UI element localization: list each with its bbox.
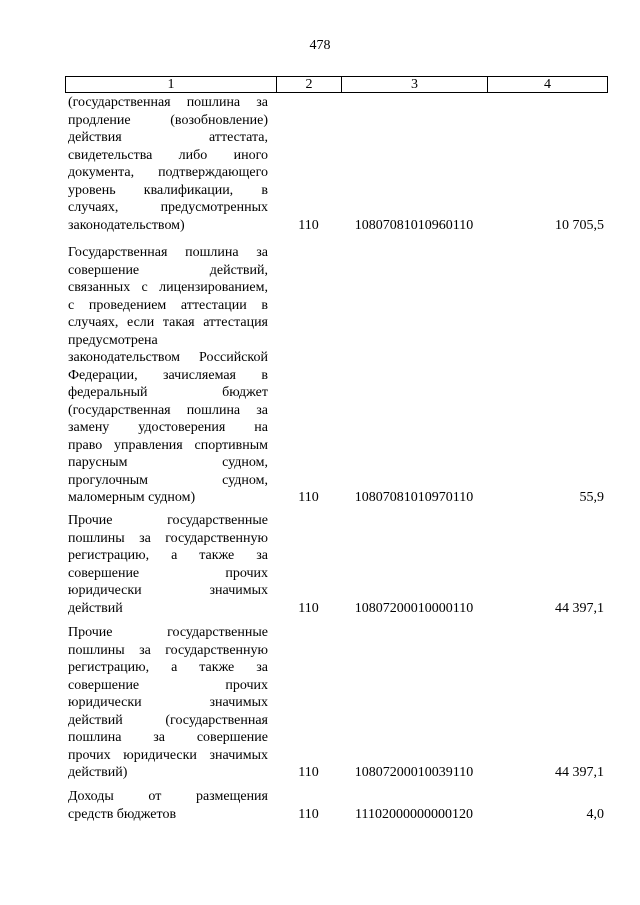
word: в <box>261 367 268 383</box>
row-code: 110 <box>298 765 319 780</box>
word: значимых <box>209 583 268 598</box>
word: свидетельства <box>68 147 153 163</box>
word: подтверждающего <box>158 165 268 180</box>
word: регистрацию, <box>68 548 150 563</box>
word: пошлины <box>68 530 125 546</box>
word: за <box>256 402 268 418</box>
description-line <box>68 712 268 730</box>
word: в <box>261 297 268 313</box>
word: (возобновление) <box>170 112 268 128</box>
word: Прочие <box>68 625 113 640</box>
row-amount: 55,9 <box>579 490 604 505</box>
column-header-2: 2 <box>277 77 342 92</box>
word: судном, <box>222 472 268 488</box>
description-line <box>68 244 268 262</box>
word: либо <box>178 147 208 163</box>
word: за <box>256 660 268 675</box>
word: прочих <box>225 677 268 693</box>
word: также <box>199 660 235 675</box>
description-line <box>68 694 268 712</box>
description-line <box>68 129 268 147</box>
table-header <box>65 76 608 93</box>
word: проведением <box>88 297 167 313</box>
word: управления <box>113 437 183 453</box>
word: с <box>68 297 75 313</box>
column-header-4: 4 <box>544 77 551 92</box>
word: Доходы <box>68 789 114 804</box>
word: иного <box>233 147 268 163</box>
word: зачисляемая <box>163 367 236 383</box>
word: совершение <box>68 677 140 693</box>
description-line: предусмотрена <box>68 332 158 348</box>
word: продление <box>68 112 131 128</box>
page-number: 478 <box>309 38 331 53</box>
column-header-1: 1 <box>66 77 277 92</box>
word: юридически <box>68 583 142 598</box>
word: Федерации, <box>68 367 138 383</box>
row-budget-code: 10807200010000110 <box>354 600 474 616</box>
description-line <box>68 530 268 548</box>
word: судном, <box>222 455 268 470</box>
description-line <box>68 199 268 217</box>
word: если <box>127 315 155 330</box>
word: федеральный <box>68 385 148 400</box>
word: Прочие <box>68 513 113 528</box>
word: пошлина <box>186 402 241 418</box>
word: а <box>171 548 178 563</box>
word: размещения <box>195 789 268 804</box>
word: прочих <box>225 565 268 581</box>
row-amount: 10 705,5 <box>555 217 604 233</box>
word: на <box>254 420 268 435</box>
row-description <box>68 512 268 617</box>
word: удостоверения <box>138 420 226 435</box>
word: парусным <box>68 455 128 470</box>
description-line <box>68 147 268 165</box>
word: пошлина <box>186 95 241 110</box>
word: квалификации, <box>143 182 234 198</box>
word: за <box>256 95 268 110</box>
description-line <box>68 659 268 677</box>
word: аттестации <box>180 297 247 313</box>
word: государственные <box>167 625 268 640</box>
description-line <box>68 729 268 747</box>
word: Государственная <box>68 245 168 260</box>
row-description <box>68 244 268 507</box>
word: за <box>256 548 268 563</box>
word: также <box>199 548 235 563</box>
column-header-3: 3 <box>342 77 488 92</box>
word: прогулочным <box>68 472 149 488</box>
word: бюджет <box>222 385 268 400</box>
word: документа, <box>68 165 135 180</box>
description-line <box>68 419 268 437</box>
word: случаях, <box>68 200 119 215</box>
word: за <box>153 730 166 745</box>
word: аттестация <box>203 315 268 330</box>
description-line <box>68 367 268 385</box>
word: за <box>256 245 268 260</box>
word: государственные <box>167 513 268 528</box>
description-line: маломерным судном) <box>68 490 196 505</box>
description-line <box>68 624 268 642</box>
row-description <box>68 788 268 823</box>
description-line <box>68 677 268 695</box>
word: юридически <box>123 747 197 763</box>
description-line <box>68 402 268 420</box>
description-line <box>68 164 268 182</box>
word: регистрацию, <box>68 660 150 675</box>
word: за <box>139 642 151 658</box>
description-line <box>68 314 268 332</box>
word: значимых <box>209 747 268 763</box>
description-line: действий) <box>68 765 128 780</box>
word: в <box>261 182 268 198</box>
word: совершение <box>68 565 140 581</box>
row-description <box>68 94 268 234</box>
row-code: 110 <box>298 217 319 233</box>
row-code: 110 <box>298 806 319 822</box>
word: (государственная <box>165 712 268 728</box>
row-amount: 44 397,1 <box>555 600 604 616</box>
description-line <box>68 182 268 200</box>
word: (государственная <box>68 402 171 418</box>
word: государственную <box>165 642 268 658</box>
word: действий, <box>209 262 268 278</box>
word: (государственная <box>68 95 171 110</box>
word: случаях, <box>68 315 119 330</box>
row-amount: 4,0 <box>586 806 604 822</box>
description-line <box>68 349 268 367</box>
word: такая <box>162 315 195 330</box>
description-line <box>68 472 268 490</box>
row-budget-code: 10807081010960110 <box>354 217 474 233</box>
word: а <box>171 660 178 675</box>
word: совершение <box>196 730 268 745</box>
word: предусмотренных <box>160 200 268 215</box>
description-line <box>68 262 268 280</box>
description-line: средств бюджетов <box>68 806 177 822</box>
word: спортивным <box>194 437 268 453</box>
word: за <box>139 530 151 546</box>
row-budget-code: 11102000000000120 <box>355 806 473 822</box>
row-amount: 44 397,1 <box>555 765 604 780</box>
word: аттестата, <box>208 130 268 145</box>
description-line <box>68 279 268 297</box>
description-line <box>68 94 268 112</box>
description-line <box>68 384 268 402</box>
word: прочих <box>68 747 111 763</box>
word: связанных <box>68 280 131 295</box>
description-line: действий <box>68 600 123 616</box>
word: право <box>68 437 103 453</box>
description-line <box>68 112 268 130</box>
row-code: 110 <box>298 490 319 505</box>
description-line <box>68 454 268 472</box>
word: действий <box>68 712 123 728</box>
description-line <box>68 642 268 660</box>
description-line <box>68 565 268 583</box>
row-budget-code: 10807200010039110 <box>354 765 474 780</box>
word: юридически <box>68 695 142 710</box>
row-budget-code: 10807081010970110 <box>354 490 474 505</box>
description-line: законодательством) <box>68 217 185 233</box>
word: значимых <box>209 695 268 710</box>
description-line <box>68 747 268 765</box>
word: пошлина <box>185 245 239 260</box>
word: Российской <box>199 350 268 365</box>
description-line <box>68 297 268 315</box>
description-line <box>68 437 268 455</box>
word: совершение <box>68 262 140 278</box>
row-description <box>68 624 268 782</box>
description-line <box>68 582 268 600</box>
word: лицензированием, <box>159 280 268 295</box>
word: пошлины <box>68 642 125 658</box>
word: государственную <box>165 530 268 546</box>
word: законодательством <box>68 350 181 365</box>
row-code: 110 <box>298 600 319 616</box>
word: пошлина <box>68 730 122 745</box>
description-line <box>68 547 268 565</box>
word: замену <box>68 420 110 435</box>
word: с <box>141 280 148 295</box>
description-line <box>68 788 268 806</box>
word: действия <box>68 130 122 145</box>
word: уровень <box>68 182 116 198</box>
word: от <box>148 789 162 804</box>
description-line <box>68 512 268 530</box>
